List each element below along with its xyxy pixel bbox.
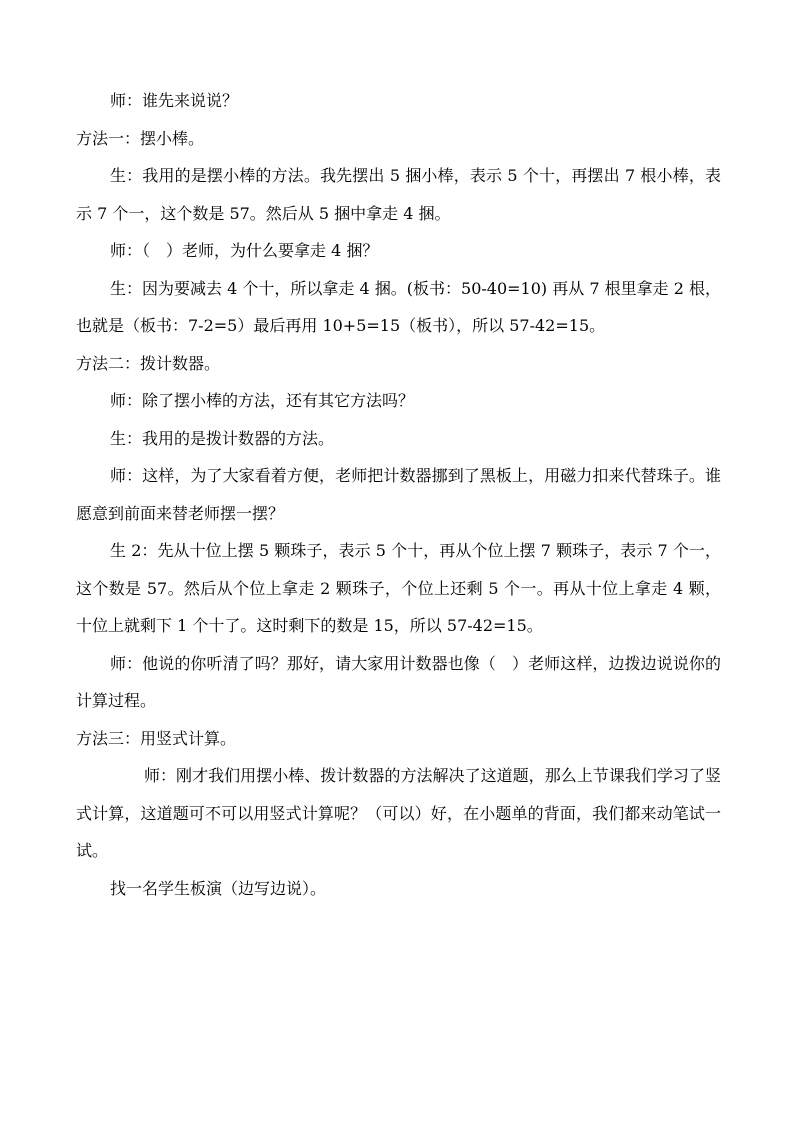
dialogue-teacher-practice: 师：他说的你听清了吗？那好，请大家用计数器也像（ ）老师这样，边拨边说说你的计算过程。 bbox=[76, 653, 721, 710]
dialogue-teacher-vertical: 师：刚才我们用摆小棒、拨计数器的方法解决了这道题，那么上节课我们学习了竖式计算，这道题可不可以用竖式计算呢？（可以）好，在小题单的背面，我们都来动笔试一试。 bbox=[76, 766, 721, 860]
dialogue-teacher-blackboard: 师：这样，为了大家看着方便，老师把计数器挪到了黑板上，用磁力扣来代替珠子。谁愿意到前面来替老师摆一摆？ bbox=[76, 466, 721, 523]
dialogue-student-sticks: 生：我用的是摆小棒的方法。我先摆出 5 捆小棒，表示 5 个十，再摆出 7 根小棒，表示 7 个一，这个数是 57。然后从 5 捆中拿走 4 捆。 bbox=[76, 166, 721, 223]
dialogue-teacher-opening: 师：谁先来说说？ bbox=[110, 91, 239, 110]
dialogue-student-reason: 生：因为要减去 4 个十，所以拿走 4 捆。(板书：50-40=10) 再从 7 根里拿走 2 根，也就是（板书：7-2=5）最后再用 10+5=15（板书），所以 57-42=15。 bbox=[76, 278, 721, 335]
instruction-board-demo: 找一名学生板演（边写边说）。 bbox=[110, 878, 327, 898]
dialogue-teacher-why: 师：（ ）老师，为什么要拿走 4 捆？ bbox=[110, 241, 379, 260]
dialogue-student-2-beads: 生 2：先从十位上摆 5 颗珠子，表示 5 个十，再从个位上摆 7 颗珠子，表示 7 个一，这个数是 57。然后从个位上拿走 2 颗珠子，个位上还剩 5 个一。再从十位上拿走 4 颗，十位上就剩下 1 个十了。这时剩下的数是 15，所以 57-42=15。 bbox=[76, 541, 721, 635]
method-two-heading: 方法二：拨计数器。 bbox=[76, 353, 221, 373]
dialogue-student-counter: 生：我用的是拨计数器的方法。 bbox=[110, 428, 335, 448]
document-body bbox=[76, 82, 721, 907]
dialogue-teacher-other-methods: 师：除了摆小棒的方法，还有其它方法吗？ bbox=[110, 391, 415, 410]
method-three-heading: 方法三：用竖式计算。 bbox=[76, 728, 237, 748]
method-one-heading: 方法一：摆小棒。 bbox=[76, 128, 205, 148]
